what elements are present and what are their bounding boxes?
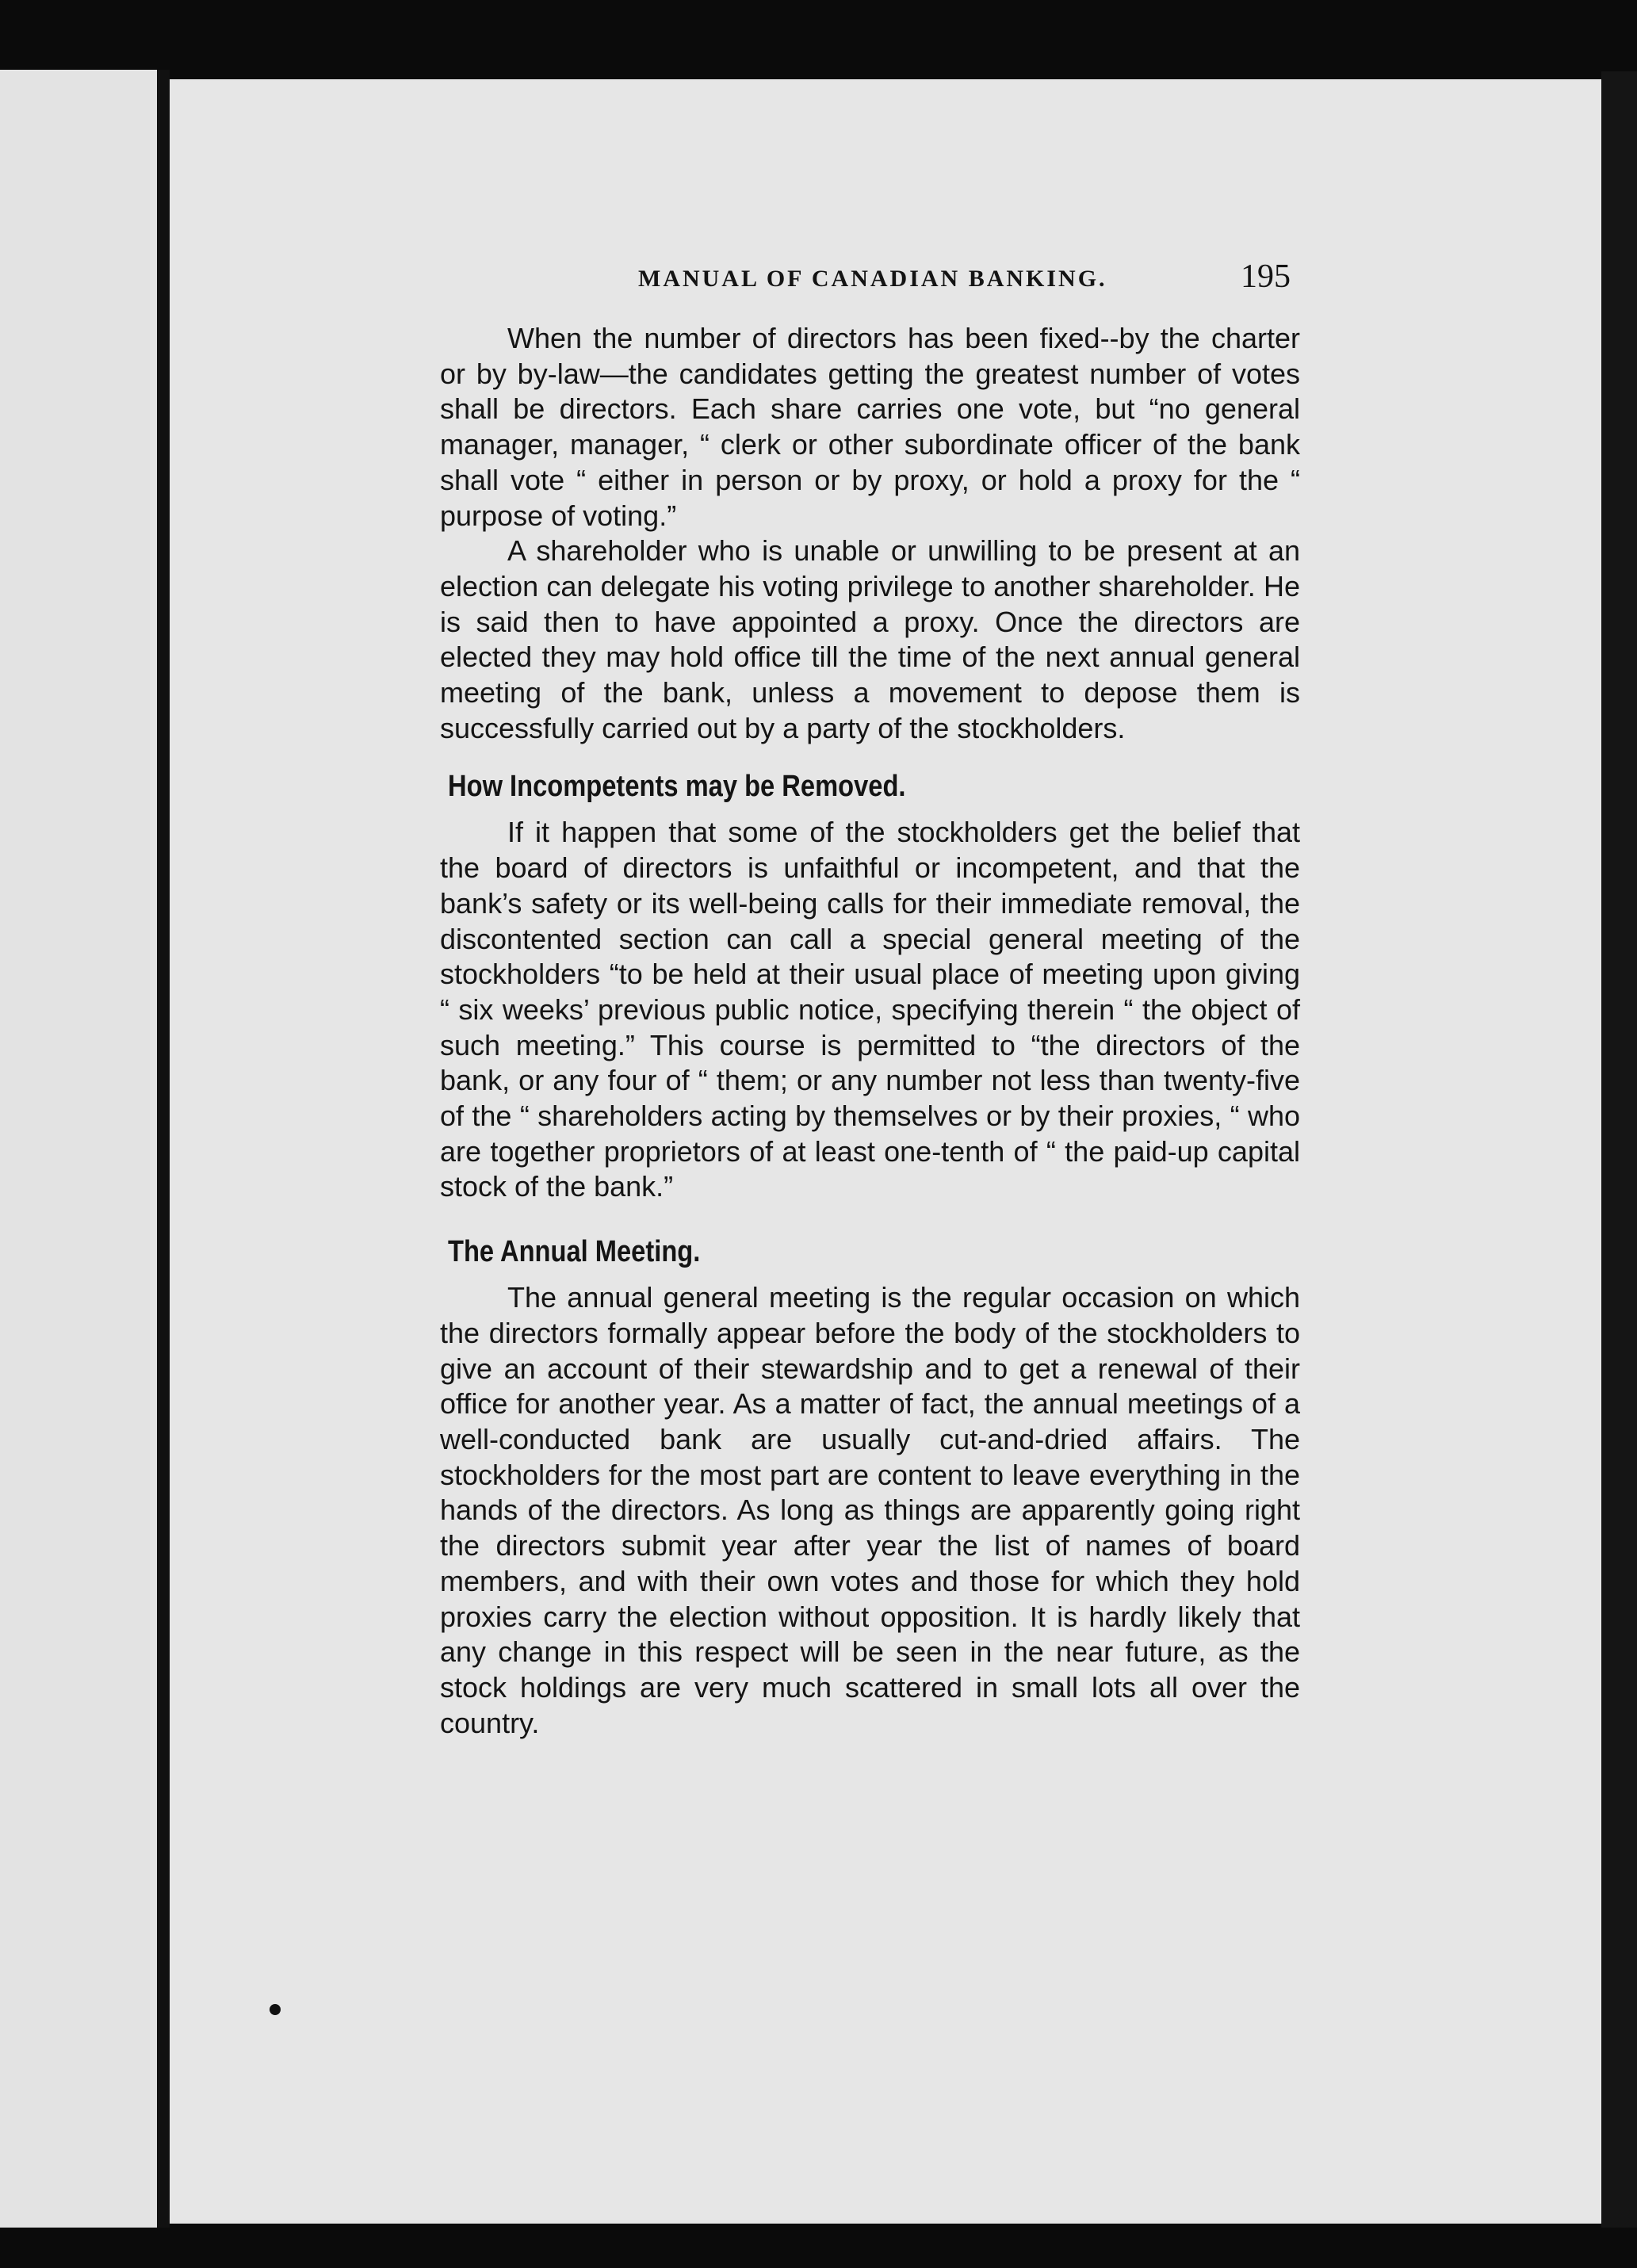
paragraph-annual-meeting: The annual general meeting is the regular occasion on which the directors formally appear before the body of the stockholders to give an account of their stewardship and to get a renewal of their office for another year. As a matter of fact, the annual meetings of a well-conducted bank are usually cut-and-dried affairs. The stockholders for the most part are content to leave everything in the hands of the directors. As long as things are apparently going right the directors submit year after year the list of names of board members, and with their own votes and those for which they hold proxies carry the election without opposition. It is hardly likely that any change in this respect will be seen in the near future, as the stock holdings are very much scattered in small lots all over the country. [440, 1281, 1300, 1739]
section-heading-annual-meeting: The Annual Meeting. [448, 1235, 701, 1269]
running-head [440, 258, 1300, 305]
section-heading-incompetents: How Incompetents may be Removed. [448, 770, 906, 804]
page-text-block [440, 258, 1300, 1741]
book-gutter [157, 70, 170, 2228]
page-number: 195 [1241, 258, 1291, 295]
page-right-edge [1601, 71, 1637, 2228]
ink-speck [270, 2004, 281, 2015]
left-page-edge [0, 70, 157, 2228]
running-title: MANUAL OF CANADIAN BANKING. [638, 266, 1107, 292]
paragraph-proxy: A shareholder who is unable or unwilling to be present at an election can delegate his voting privilege to another shareholder. He is said then to have appointed a proxy. Once the directors are elected they may hold office till the time of the next annual general meeting of the bank, unless a movement to depose them is successfully carried out by a party of the stockholders. [440, 534, 1300, 744]
paragraph-special-meeting: If it happen that some of the stockholders get the belief that the board of directors is unfaithful or incompetent, and that the bank’s safety or its well-being calls for their immediate removal, the discontented section can call a special general meeting of the stockholders “to be held at their usual place of meeting upon giving “ six weeks’ previous public notice, specifying therein “ the object of such meeting.” This course is permitted to “the directors of the bank, or any four of “ them; or any number not less than twenty-five of the “ shareholders acting by themselves or by their proxies, “ who are together proprietors of at least one-tenth of “ the paid-up capital stock of the bank.” [440, 816, 1300, 1203]
paragraph-directors-election: When the number of directors has been fixed--by the charter or by by-law—the candidates getting the greatest number of votes shall be directors. Each share carries one vote, but “no general manager, manager, “ clerk or other subordinate officer of the bank shall vote “ either in person or by proxy, or hold a proxy for the “ purpose of voting.” [440, 322, 1300, 532]
